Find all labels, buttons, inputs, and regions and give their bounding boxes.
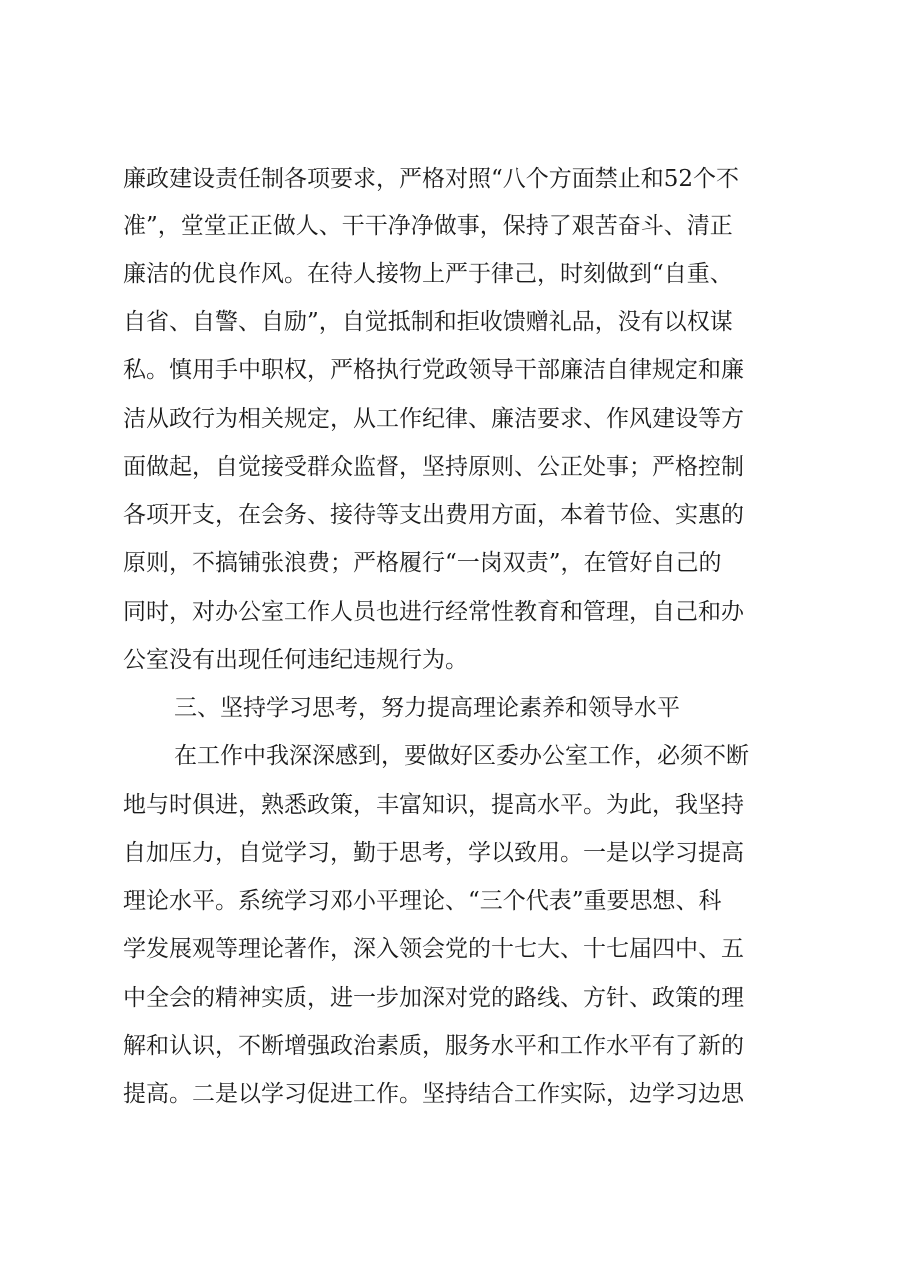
section-heading: 三、坚持学习思考，努力提高理论素养和领导水平 — [174, 695, 680, 721]
paragraph-first-line: 在工作中我深深感到，要做好区委办公室工作，必须不断 — [174, 743, 749, 769]
body-line: 自加压力，自觉学习，勤于思考，学以致用。一是以学习提高 — [123, 840, 744, 866]
body-line: 廉洁的优良作风。在待人接物上严于律己，时刻做到“自重、 — [123, 261, 733, 287]
body-line: 准”，堂堂正正做人、干干净净做事，保持了艰苦奋斗、清正 — [123, 213, 733, 239]
body-line: 提高。二是以学习促进工作。坚持结合工作实际，边学习边思 — [123, 1081, 744, 1107]
body-line: 理论水平。系统学习邓小平理论、“三个代表”重要思想、科 — [123, 888, 722, 914]
body-line: 地与时俱进，熟悉政策，丰富知识，提高水平。为此，我坚持 — [123, 792, 744, 818]
body-line: 原则，不搞铺张浪费；严格履行“一岗双责”，在管好自己的 — [123, 550, 722, 576]
body-line: 解和认识，不断增强政治素质，服务水平和工作水平有了新的 — [123, 1033, 744, 1059]
body-line: 洁从政行为相关规定，从工作纪律、廉洁要求、作风建设等方 — [123, 406, 744, 432]
body-line: 廉政建设责任制各项要求，严格对照“八个方面禁止和52个不 — [123, 166, 740, 192]
body-line: 公室没有出现任何违纪违规行为。 — [123, 647, 468, 673]
body-line: 私。慎用手中职权，严格执行党政领导干部廉洁自律规定和廉 — [123, 357, 744, 383]
body-line: 同时，对办公室工作人员也进行经常性教育和管理，自己和办 — [123, 599, 744, 625]
body-line: 自省、自警、自励”，自觉抵制和拒收馈赠礼品，没有以权谋 — [123, 309, 733, 335]
body-line: 面做起，自觉接受群众监督，坚持原则、公正处事；严格控制 — [123, 454, 744, 480]
body-line: 各项开支，在会务、接待等支出费用方面，本着节俭、实惠的 — [123, 502, 744, 528]
body-line: 中全会的精神实质，进一步加深对党的路线、方针、政策的理 — [123, 985, 744, 1011]
body-line: 学发展观等理论著作，深入领会党的十七大、十七届四中、五 — [123, 936, 744, 962]
